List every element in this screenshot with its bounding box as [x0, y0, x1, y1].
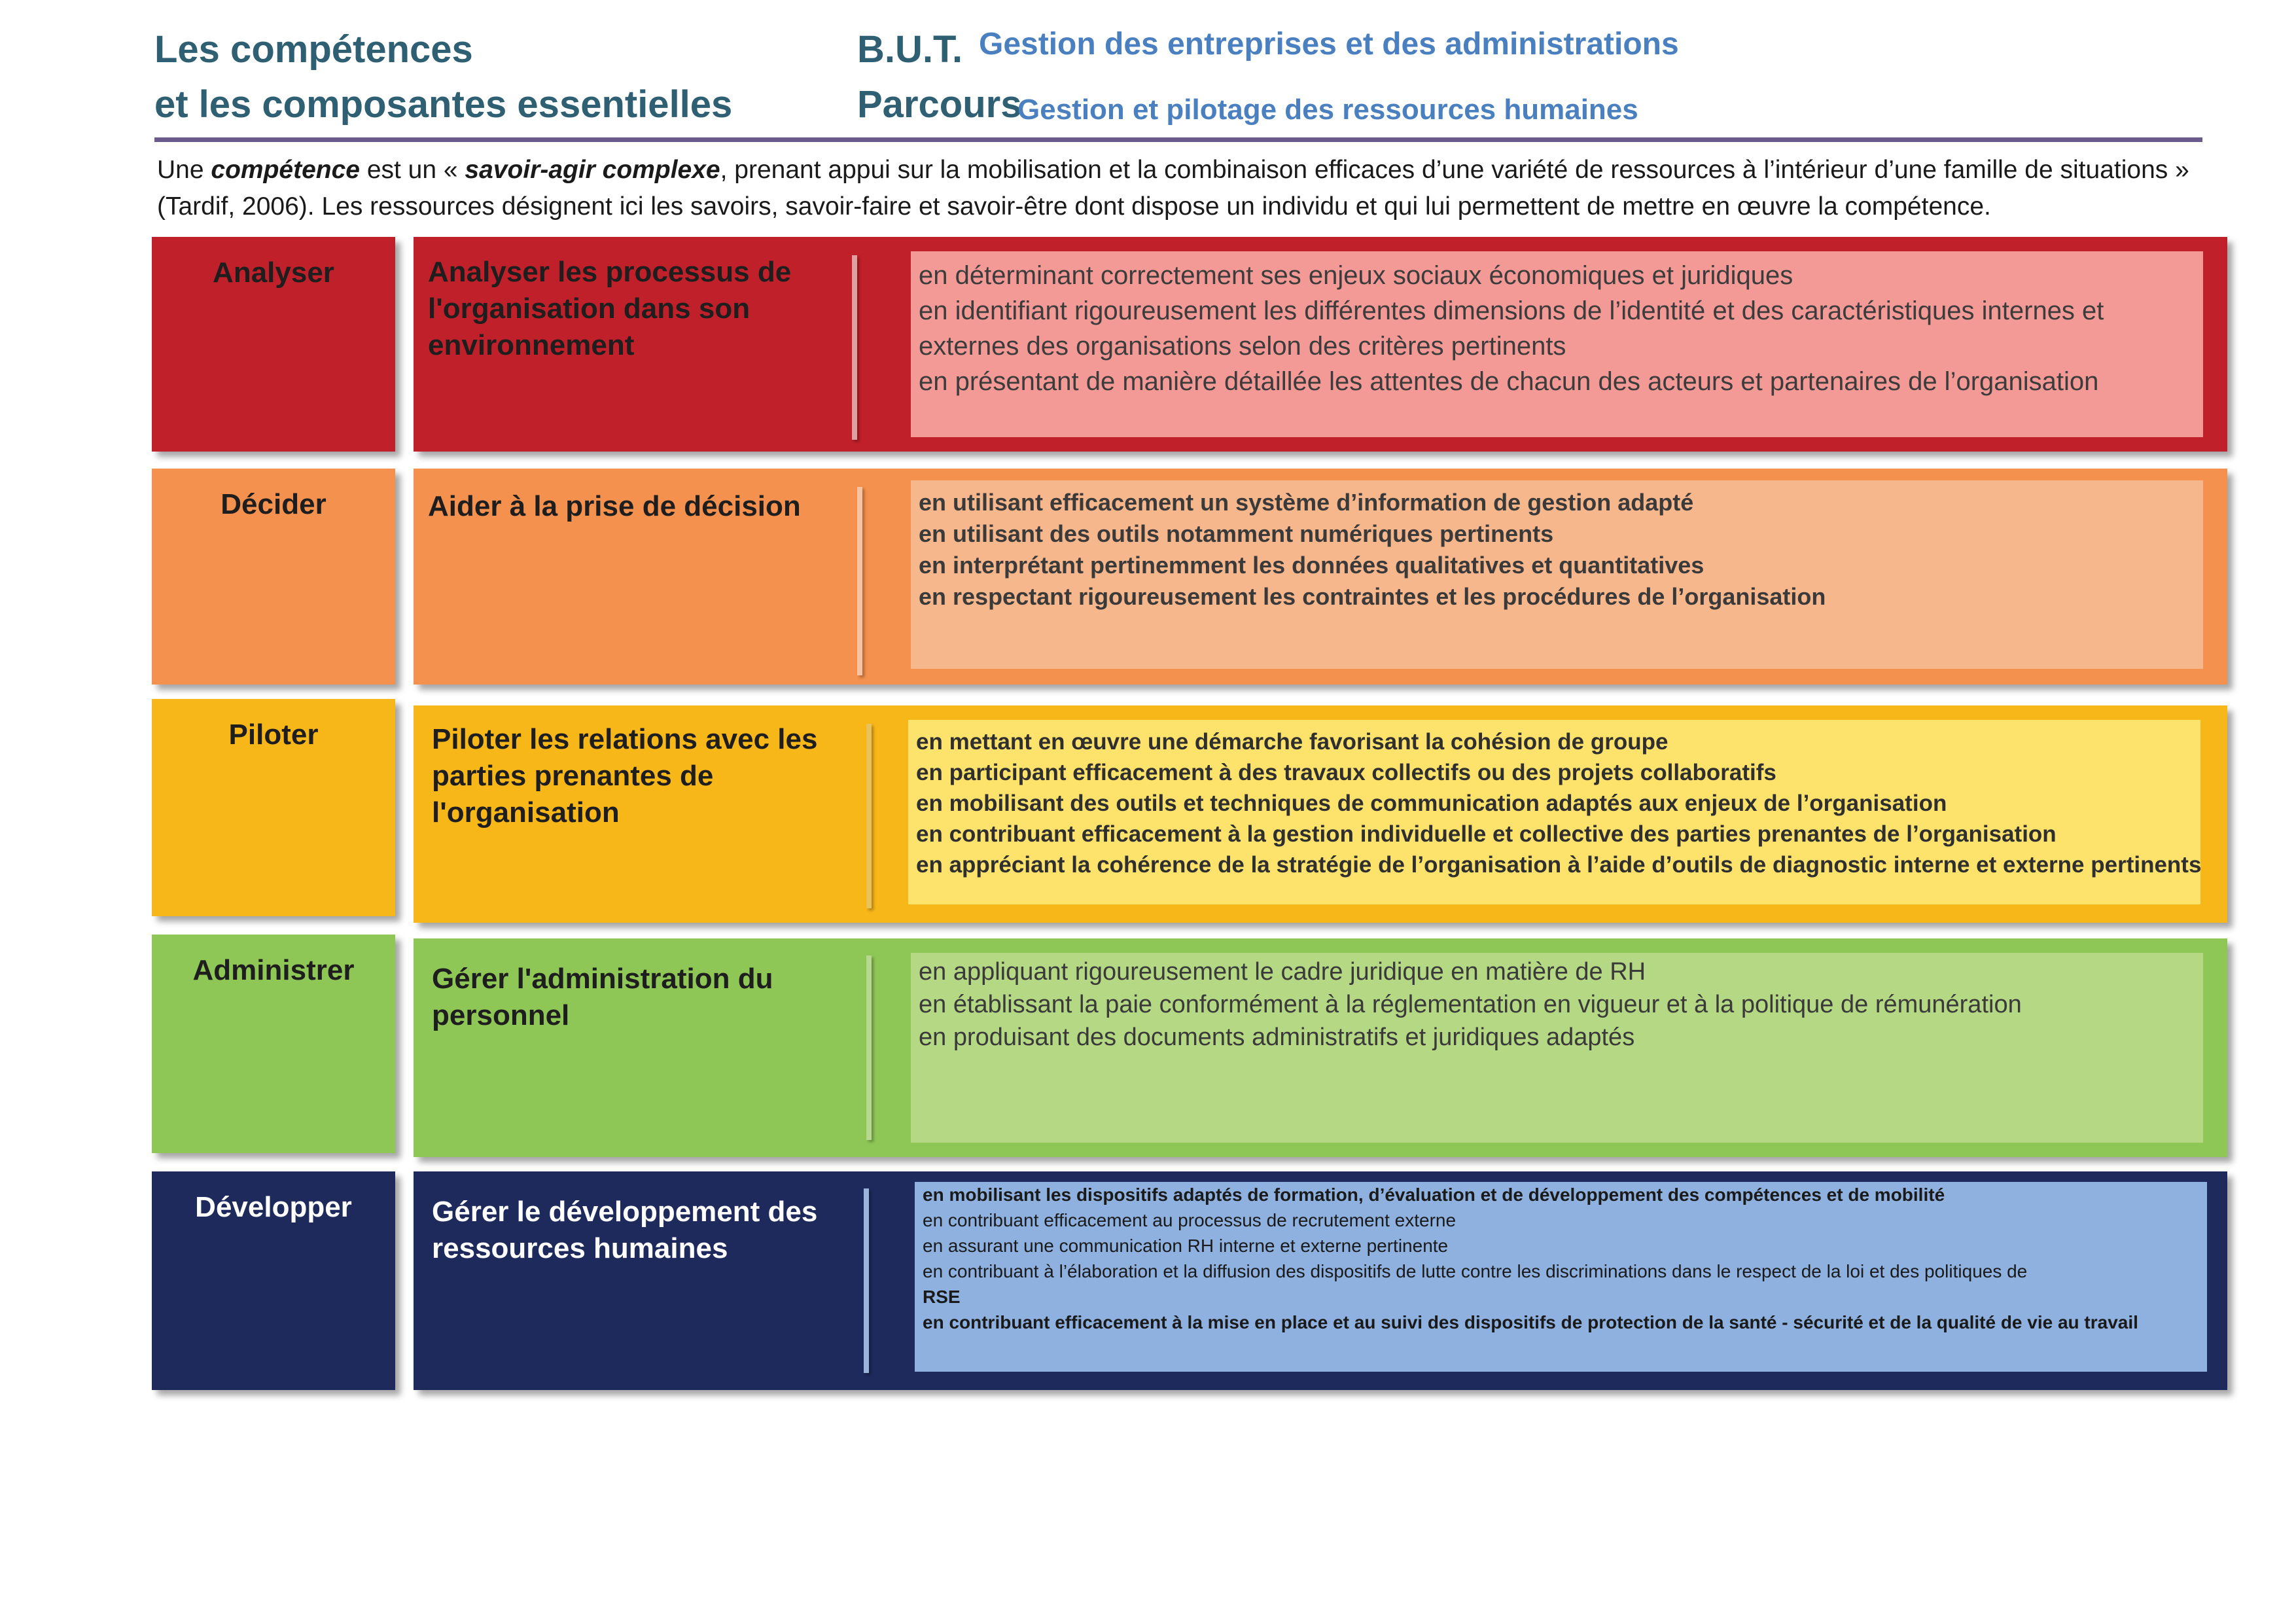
component-item: en contribuant efficacement à la mise en place et au suivi des dispositifs de protection de la santé - sécurité et de la qualité de vie au travail	[923, 1312, 2138, 1332]
component-item: en interprétant pertinemment les données qualitatives et quantitatives	[919, 552, 1704, 579]
competence-label: Piloter	[228, 719, 319, 751]
component-item: en mobilisant des outils et techniques de communication adaptés aux enjeux de l’organisation	[916, 791, 1947, 816]
component-item: RSE	[923, 1287, 961, 1307]
component-item: en appliquant rigoureusement le cadre juridique en matière de RH	[919, 958, 1646, 986]
component-item: en contribuant à l’élaboration et la diffusion des dispositifs de lutte contre les discriminations dans le respect de la loi et des politiques de	[923, 1261, 2028, 1281]
component-item: en utilisant efficacement un système d’information de gestion adapté	[919, 489, 1694, 516]
competence-label-box	[152, 469, 395, 685]
divider-bar	[852, 255, 857, 440]
competence-label-box	[152, 935, 395, 1153]
parcours-value: Gestion et pilotage des ressources humaines	[1017, 94, 1638, 126]
header-divider	[154, 137, 2202, 142]
competence-label: Développer	[195, 1191, 352, 1223]
component-item: en assurant une communication RH interne et externe pertinente	[923, 1236, 1449, 1256]
components-box	[911, 953, 2203, 1143]
competence-title: Gérer l'administration du personnel	[432, 963, 773, 1031]
but-value: Gestion des entreprises et des administrations	[979, 27, 1679, 62]
competence-main-box	[414, 469, 2227, 685]
component-item: en présentant de manière détaillée les attentes de chacun des acteurs et partenaires de l’organisation	[919, 367, 2099, 396]
competence-label: Décider	[221, 488, 327, 520]
intro-text: Une	[157, 156, 211, 184]
competence-label-box	[152, 1171, 395, 1390]
component-item: en mettant en œuvre une démarche favorisant la cohésion de groupe	[916, 729, 1669, 755]
component-item: en produisant des documents administratifs et juridiques adaptés	[919, 1024, 1635, 1051]
competence-title: Aider à la prise de décision	[428, 490, 801, 522]
component-item: en établissant la paie conformément à la réglementation en vigueur et à la politique de rémunération	[919, 991, 2022, 1018]
competence-title: Piloter les relations avec les parties prenantes de l'organisation	[432, 723, 818, 829]
divider-bar	[866, 955, 872, 1140]
component-item: en appréciant la cohérence de la stratégie de l’organisation à l’aide d’outils de diagnostic interne et externe pertinents	[916, 852, 2202, 878]
page-title	[154, 22, 732, 132]
component-item: externes des organisations selon des critères pertinents	[919, 332, 1566, 361]
components-box	[908, 720, 2200, 904]
intro-emphasis-savoir-agir: savoir-agir complexe	[465, 156, 720, 184]
competence-main-box	[414, 1171, 2227, 1390]
divider-bar	[864, 1188, 869, 1373]
intro-text: est un «	[359, 156, 465, 184]
competence-label: Administrer	[192, 954, 355, 986]
page-title-line2: et les composantes essentielles	[154, 83, 733, 126]
component-item: en respectant rigoureusement les contraintes et les procédures de l’organisation	[919, 583, 1826, 610]
intro-paragraph	[157, 152, 2199, 225]
parcours-label: Parcours	[857, 83, 1022, 126]
competence-title: Analyser les processus de l'organisation dans son environnement	[428, 256, 792, 361]
competence-main-box	[414, 938, 2227, 1157]
competence-title: Gérer le développement des ressources humaines	[432, 1196, 818, 1264]
but-label: B.U.T.	[857, 28, 963, 71]
page-title-line1: Les compétences	[154, 28, 473, 71]
divider-bar	[857, 487, 862, 675]
component-item: en participant efficacement à des travaux collectifs ou des projets collaboratifs	[916, 760, 1776, 785]
competence-label-box	[152, 237, 395, 452]
component-item: en mobilisant les dispositifs adaptés de formation, d’évaluation et de développement des compétences et de mobilité	[923, 1185, 1945, 1205]
component-item: en identifiant rigoureusement les différentes dimensions de l’identité et des caractéristiques internes et	[919, 296, 2104, 325]
component-item: en déterminant correctement ses enjeux sociaux économiques et juridiques	[919, 261, 1793, 290]
intro-emphasis-competence: compétence	[211, 156, 360, 184]
competence-main-box	[414, 237, 2227, 452]
component-item: en utilisant des outils notamment numériques pertinents	[919, 520, 1554, 547]
component-item: en contribuant efficacement à la gestion individuelle et collective des parties prenantes de l’organisation	[916, 821, 2057, 847]
components-box	[911, 251, 2203, 437]
competence-label-box	[152, 699, 395, 916]
intro-text: , prenant appui sur la mobilisation et la combinaison efficaces d’une variété de ressources à l’intérieur d’une famille de situations » (Tardif, 2006). Les ressources désignent ici les savoirs, savoir-faire et savoir-être dont dispose un individu et qui lui permettent de mettre en œuvre la compétence.	[157, 156, 2189, 221]
components-box	[915, 1182, 2207, 1372]
program-info	[857, 22, 1708, 134]
components-box	[911, 480, 2203, 669]
competence-label: Analyser	[213, 257, 334, 289]
competence-main-box	[414, 705, 2227, 923]
component-item: en contribuant efficacement au processus de recrutement externe	[923, 1210, 1457, 1230]
divider-bar	[866, 724, 872, 908]
